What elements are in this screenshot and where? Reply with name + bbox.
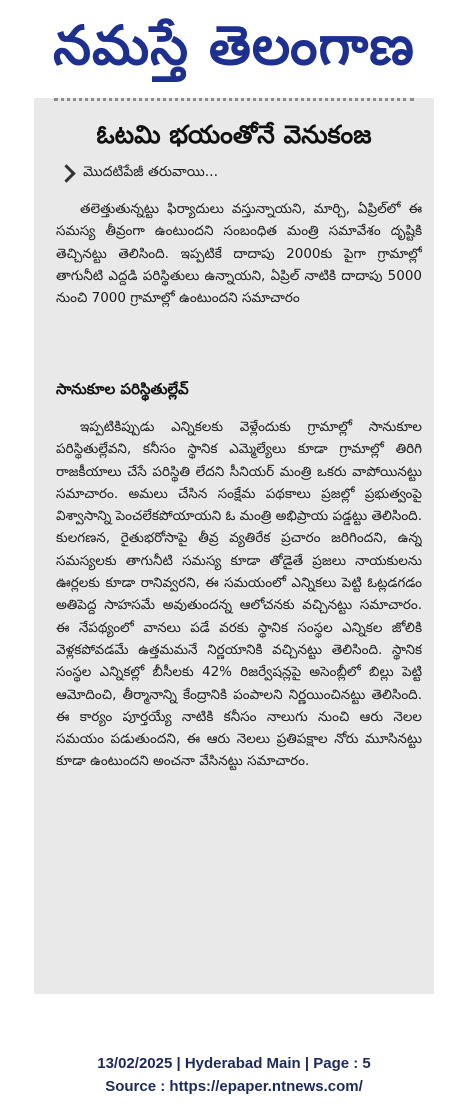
continuation-text: మొదటిపేజీ తరువాయి... — [83, 164, 219, 180]
chevron-right-icon — [57, 164, 75, 182]
article-paragraph-1: తలెత్తుతున్నట్టు ఫిర్యాదులు వస్తున్నాయని, మార్చి, ఏప్రిల్‌లో ఈ సమస్య తీవ్రంగా ఉంటుందని సంబంధిత మంత్రి సమావేశం దృష్టికి తెచ్చినట్టు తెలిసింది. ఇప్పటికే దాదాపు 2000కు పైగా గ్రామాల్లో తాగునీటి ఎద్దడి పరిస్థితులు ఉన్నాయని, ఏప్రిల్ నాటికి దాదాపు 5000 నుంచి 7000 గ్రామాల్లో ఉంటుందని సమాచారం — [56, 201, 422, 307]
cut-off-previous-line — [54, 98, 414, 107]
article-subheading: సానుకూల పరిస్థితుల్లేవ్ — [56, 380, 189, 398]
continuation-note — [60, 164, 218, 183]
edition-info: 13/02/2025 | Hyderabad Main | Page : 5 — [97, 1055, 371, 1072]
page-footer — [0, 1052, 468, 1098]
source-link[interactable]: Source : https://epaper.ntnews.com/ — [105, 1078, 363, 1095]
newspaper-logo: నమస్తే తెలంగాణ — [53, 14, 415, 77]
article-clipping — [34, 98, 434, 994]
masthead — [0, 0, 468, 100]
article-paragraph-2: ఇప్పటికిప్పుడు ఎన్నికలకు వెళ్లేందుకు గ్రామాల్లో సానుకూల పరిస్థితుల్లేవని, కనీసం స్థానిక ఎమ్మెల్యేలు కూడా గ్రామాల్లో తిరిగి రాజకీయాలు చేసే పరిస్థితి లేదని సీనియర్ మంత్రి ఒకరు వాపోయినట్టు సమాచారం. అమలు చేసిన సంక్షేమ పథకాలు ప్రజల్లో ప్రభుత్వంపై విశ్వాసాన్ని పెంచలేకపోయాయని ఓ మంత్రి అభిప్రాయ పడ్డట్టు తెలిసింది. కులగణన, రైతుభరోసాపై తీవ్ర వ్యతిరేక ప్రచారం జరిగిందని, ఉన్న సమస్యలకు తాగునీటి సమస్య కూడా తోడైతే ప్రజలు నాయకులను ఊర్లలకు కూడా రానివ్వరని, ఈ సమయంలో ఎన్నికలు పెట్టి ఓట్లడగడం అతిపెద్ద సాహసమే అవుతుందన్న ఆలోచనకు వచ్చినట్టు సమాచారం. ఈ నేపథ్యంలో వానలు పడే వరకు స్థానిక సంస్థల ఎన్నికల జోలికి వెళ్లకపోవడమే ఉత్తమమనే నిర్ణయానికి వచ్చినట్టు తెలిసింది. స్థానిక సంస్థల ఎన్నికల్లో బీసీలకు 42% రిజర్వేషన్లపై అసెంబ్లీలో బిల్లు పెట్టి ఆమోదించి, తీర్మానాన్ని కేంద్రానికి పంపాలని నిర్ణయించినట్టు తెలిసింది. ఈ కార్యం పూర్తయ్యే నాటికి కనీసం నాలుగు నుంచి ఆరు నెలల సమయం పడుతుందని, ఈ ఆరు నెలలు ప్రతిపక్షాల నోరు మూసినట్టు కూడా ఉంటుందని అంచనా వేసినట్టు సమాచారం. — [56, 419, 422, 770]
article-headline: ఓటమి భయంతోనే వెనుకంజ — [96, 120, 372, 149]
